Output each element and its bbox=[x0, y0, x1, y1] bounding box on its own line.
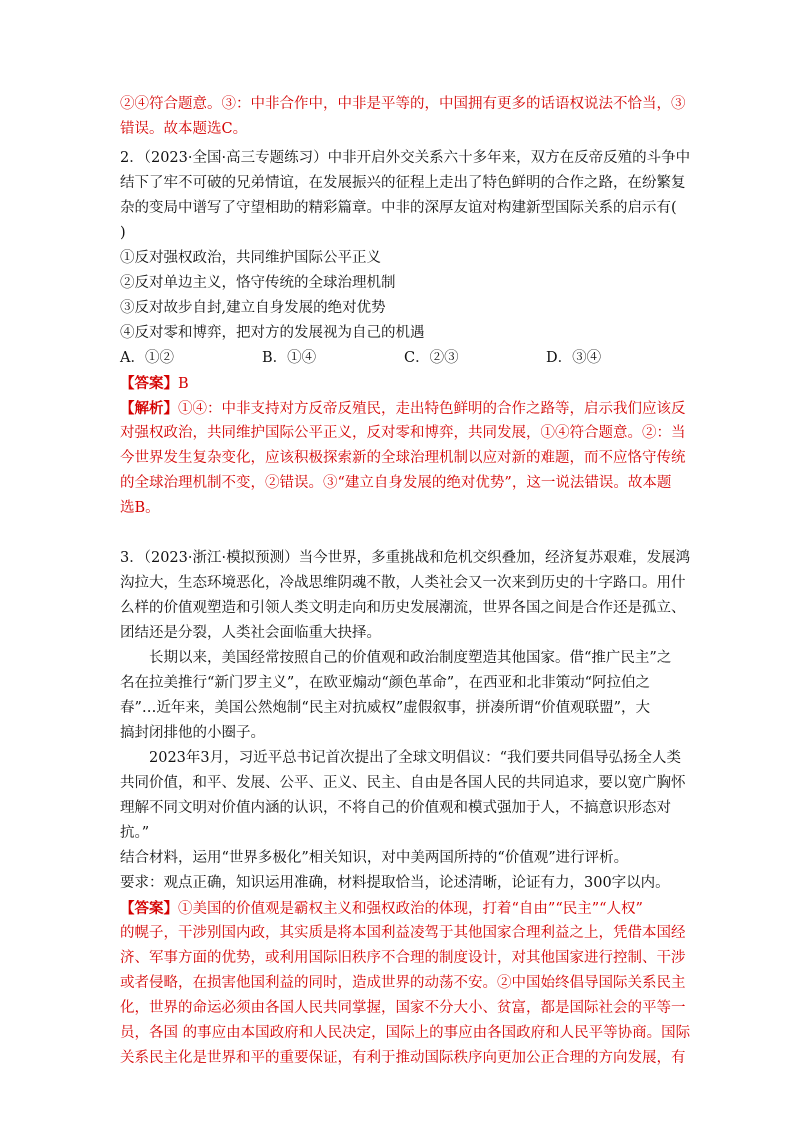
material-paragraph-line: 共同价值，和平、发展、公平、正义、民主、自由是各国人民的共同追求，要以宽广胸怀 bbox=[120, 775, 686, 791]
analysis-line: 的全球治理机制不变，②错误。③“建立自身发展的绝对优势”，这一说法错误。故本题 bbox=[120, 475, 672, 491]
material-paragraph-line: 春”…近年来，美国公然炮制“民主对抗威权”虚假叙事，拼凑所谓“价值观联盟”，大 bbox=[120, 700, 651, 716]
analysis-line bbox=[120, 396, 690, 421]
material-paragraph-line: 长期以来，美国经常按照自己的价值观和政治制度塑造其他国家。借“推广民主”之 bbox=[149, 650, 672, 666]
material-paragraph-line: 2023年3月，习近平总书记首次提出了全球文明倡议：“我们要共同倡导弘扬全人类 bbox=[149, 750, 682, 766]
answer-line: 的幌子，干涉别国内政，其实质是将本国利益凌驾于其他国家合理利益之上，凭借本国经 bbox=[120, 925, 686, 941]
question-2-item: ①反对强权政治，共同维护国际公平正义 bbox=[120, 250, 381, 266]
answer-line: 关系民主化是世界和平的重要保证，有利于推动国际秩序向更加公正合理的方向发展，有 bbox=[120, 1050, 686, 1066]
answer-line: 济、军事方面的优势，或利用国际旧秩序不合理的制度设计，对其他国家进行控制、干涉 bbox=[120, 950, 686, 966]
question-2-stem-line: ) bbox=[120, 225, 126, 241]
question-3 bbox=[120, 546, 690, 1071]
analysis-label: 【解析】 bbox=[120, 400, 178, 417]
question-2-answer bbox=[120, 371, 690, 396]
question-3-stem-line: 么样的价值观塑造和引领人类文明走向和历史发展潮流，世界各国之间是合作还是孤立、 bbox=[120, 600, 686, 616]
text-line: 错误。故本题选C。 bbox=[120, 121, 248, 137]
analysis-line: 对强权政治，共同维护国际公平正义，反对零和博弈，共同发展，①④符合题意。②：当 bbox=[120, 425, 686, 441]
answer-text: ①美国的价值观是霸权主义和强权政治的体现，打着“自由”“民主”“人权” bbox=[178, 901, 643, 917]
question-2-analysis bbox=[120, 396, 690, 521]
question-3-stem-line: 沟拉大，生态环境恶化，冷战思维阴魂不散，人类社会又一次来到历史的十字路口。用什 bbox=[120, 575, 686, 591]
option-a: A．①② bbox=[120, 350, 174, 366]
text-line: ②④符合题意。③：中非合作中，中非是平等的，中国拥有更多的话语权说法不恰当，③ bbox=[120, 96, 686, 112]
option-d: D．③④ bbox=[546, 350, 602, 366]
option-c: C．②③ bbox=[404, 350, 459, 366]
analysis-line: 今世界发生复杂变化，应该积极探索新的全球治理机制以应对新的难题，而不应恪守传统 bbox=[120, 450, 686, 466]
question-2-stem-line: 结下了牢不可破的兄弟情谊，在发展振兴的征程上走出了特色鲜明的合作之路，在纷繁复 bbox=[120, 175, 686, 191]
material-paragraph-line: 名在拉美推行“新门罗主义”，在欧亚煽动“颜色革命”，在西亚和北非策动“阿拉伯之 bbox=[120, 675, 651, 691]
analysis-text: ①④：中非支持对方反帝反殖民，走出特色鲜明的合作之路等，启示我们应该反 bbox=[178, 401, 686, 417]
answer-line bbox=[120, 896, 690, 921]
material-paragraph-line: 搞封闭排他的小圈子。 bbox=[120, 725, 265, 741]
answer-value: B bbox=[178, 376, 189, 392]
material-paragraph-line: 抗。” bbox=[120, 825, 150, 841]
question-2-item: ③反对故步自封,建立自身发展的绝对优势 bbox=[120, 300, 386, 316]
answer-label: 【答案】 bbox=[120, 375, 178, 392]
question-2-item: ②反对单边主义，恪守传统的全球治理机制 bbox=[120, 275, 396, 291]
question-2-options bbox=[120, 346, 690, 371]
previous-analysis bbox=[120, 92, 690, 142]
answer-label: 【答案】 bbox=[120, 900, 178, 917]
answer-line: 员，各国 的事应由本国政府和人民决定，国际上的事应由各国政府和人民平等协商。国际 bbox=[120, 1025, 691, 1041]
option-b: B．①④ bbox=[262, 350, 317, 366]
question-3-stem-line: 3．（2023·浙江·模拟预测）当今世界，多重挑战和危机交织叠加，经济复苏艰难，发展鸿 bbox=[120, 550, 691, 566]
question-2-stem-line: 2．（2023·全国·高三专题练习）中非开启外交关系六十多年来，双方在反帝反殖的斗争中 bbox=[120, 150, 691, 166]
question-3-answer bbox=[120, 896, 690, 1071]
question-3-requirement: 要求：观点正确，知识运用准确，材料提取恰当，论述清晰，论证有力，300字以内。 bbox=[120, 875, 670, 891]
analysis-line: 选B。 bbox=[120, 500, 160, 516]
answer-line: 化，世界的命运必须由各国人民共同掌握，国家不分大小、贫富，都是国际社会的平等一 bbox=[120, 1000, 686, 1016]
question-3-stem-line: 团结还是分裂，人类社会面临重大抉择。 bbox=[120, 625, 381, 641]
question-2-item: ④反对零和博弈，把对方的发展视为自己的机遇 bbox=[120, 325, 425, 341]
material-paragraph-line: 理解不同文明对价值内涵的认识，不将自己的价值观和模式强加于人，不搞意识形态对 bbox=[120, 800, 671, 816]
question-2-stem-line: 杂的变局中谱写了守望相助的精彩篇章。中非的深厚友谊对构建新型国际关系的启示有( bbox=[120, 200, 677, 216]
question-3-task: 结合材料，运用“世界多极化”相关知识，对中美两国所持的“价值观”进行评析。 bbox=[120, 850, 629, 866]
question-2 bbox=[120, 146, 690, 521]
answer-line: 或者侵略，在损害他国利益的同时，造成世界的动荡不安。②中国始终倡导国际关系民主 bbox=[120, 975, 686, 991]
